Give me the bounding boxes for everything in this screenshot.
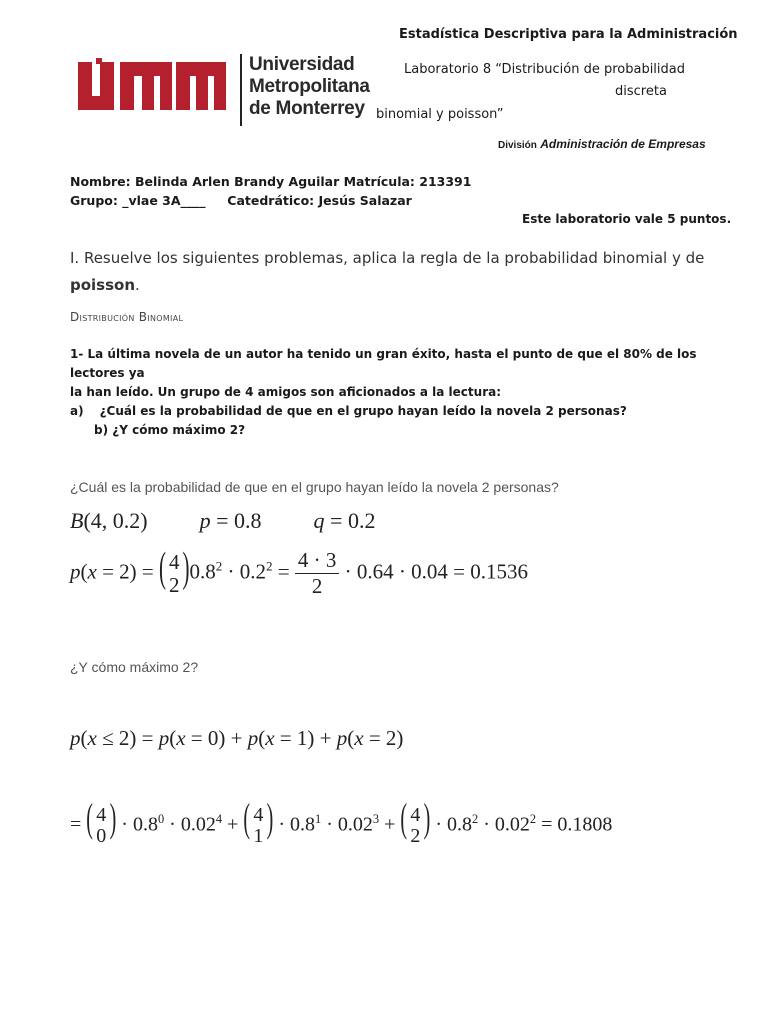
university-name <box>249 54 370 126</box>
result-2: 0.1808 <box>557 813 613 836</box>
student-line1: Nombre: Belinda Arlen Brandy Aguilar Matrícula: 213391 <box>70 174 472 189</box>
formula-expansion: = ( 4 0 ) · $0.8^0 \cdot 0.02^4$ + ( 4 1 ) · $0.8^1 \cdot 0.02^3$ + ( 4 2 ) · $0.8^2 \cdot 0.02^2 = 0.1808$ <box>70 797 613 847</box>
problem-b-text: b) ¿Y cómo máximo 2? <box>94 423 246 437</box>
answer-question-1: ¿Cuál es la probabilidad de que en el grupo hayan leído la novela 2 personas? <box>70 479 559 495</box>
formula-exact: p(x = 2) = ( 4 2 ) $0.8^2 \cdot 0.2^2$ = $\frac{4 \cdot 3}{2}$ · 0.64 · 0.04 = 0.1536 <box>70 543 528 598</box>
problem-line1: 1- La última novela de un autor ha tenido un gran éxito, hasta el punto de que el 80% de los lectores ya <box>70 347 697 380</box>
result-1: 0.1536 <box>470 559 528 584</box>
instruction-text: I. Resuelve los siguientes problemas, aplica la regla de la probabilidad binomial y de <box>70 249 705 267</box>
university-logo <box>76 54 370 126</box>
instruction-end: . <box>135 276 140 294</box>
formula-cumulative: p(x ≤ 2) = p(x = 0) + p(x = 1) + p(x = 2) <box>70 726 404 750</box>
division-label: División <box>498 140 537 151</box>
student-line2: Grupo: _vlae 3A____ Catedrático: Jesús Salazar <box>70 193 412 208</box>
division-value: Administración de Empresas <box>540 137 706 151</box>
course-title: Estadística Descriptiva para la Administración <box>399 27 738 42</box>
lab-title-line2: discreta <box>615 84 667 99</box>
division <box>498 137 706 151</box>
section-subtitle: Distribución Binomial <box>70 310 184 324</box>
binomial-params: B(4, 0.2) p = 0.8 q = 0.2 <box>70 508 376 533</box>
instruction-bold: poisson <box>70 276 136 294</box>
problem-text <box>70 345 710 440</box>
lab-title-line1: Laboratorio 8 “Distribución de probabilidad <box>404 62 686 77</box>
umm-logo-icon <box>76 54 230 120</box>
university-name-line2: Metropolitana <box>249 76 370 97</box>
answer-question-2: ¿Y cómo máximo 2? <box>70 659 199 675</box>
instruction <box>70 245 730 299</box>
logo-divider <box>240 54 242 126</box>
lab-title-line3: binomial y poisson” <box>376 107 504 122</box>
university-name-line1: Universidad <box>249 54 355 75</box>
university-name-line3: de Monterrey <box>249 98 365 119</box>
points-note: Este laboratorio vale 5 puntos. <box>522 212 732 226</box>
problem-line2: la han leído. Un grupo de 4 amigos son aficionados a la lectura: <box>70 385 502 399</box>
problem-a-text: ¿Cuál es la probabilidad de que en el grupo hayan leído la novela 2 personas? <box>99 404 627 418</box>
problem-a-label: a) <box>70 404 84 418</box>
